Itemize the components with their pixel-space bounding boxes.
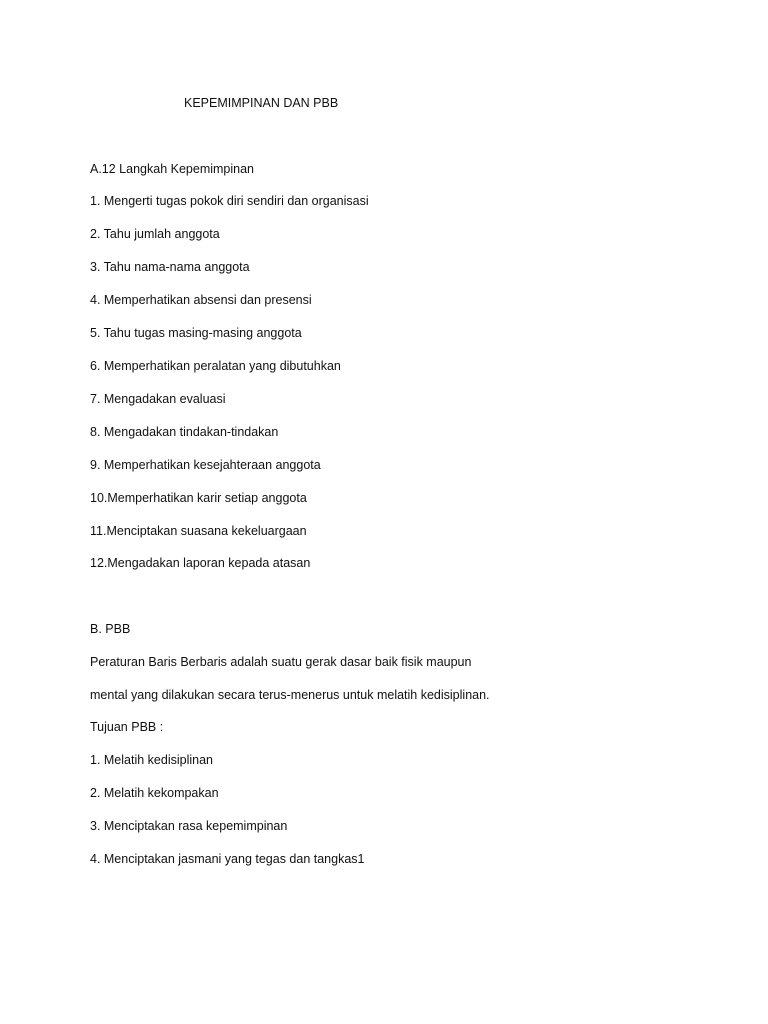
section-a-heading: A.12 Langkah Kepemimpinan [90,162,255,176]
document-title: KEPEMIMPINAN DAN PBB [184,96,339,110]
list-item: 10.Memperhatikan karir setiap anggota [90,491,307,505]
list-item: 8. Mengadakan tindakan-tindakan [90,425,279,439]
list-item: 4. Memperhatikan absensi dan presensi [90,293,312,307]
list-item: 12.Mengadakan laporan kepada atasan [90,556,311,570]
list-item: 2. Tahu jumlah anggota [90,227,220,241]
list-item: 3. Menciptakan rasa kepemimpinan [90,819,288,833]
list-item: 5. Tahu tugas masing-masing anggota [90,326,302,340]
list-item: 4. Menciptakan jasmani yang tegas dan tangkas1 [90,852,365,866]
list-item: 3. Tahu nama-nama anggota [90,260,250,274]
paragraph-line: mental yang dilakukan secara terus-menerus untuk melatih kedisiplinan. [90,688,490,702]
section-b-heading: B. PBB [90,622,131,636]
list-item: 2. Melatih kekompakan [90,786,219,800]
paragraph-line: Peraturan Baris Berbaris adalah suatu gerak dasar baik fisik maupun [90,655,472,669]
list-item: 1. Melatih kedisiplinan [90,753,213,767]
goals-heading: Tujuan PBB : [90,720,164,734]
list-item: 11.Menciptakan suasana kekeluargaan [90,524,307,538]
list-item: 9. Memperhatikan kesejahteraan anggota [90,458,321,472]
list-item: 7. Mengadakan evaluasi [90,392,226,406]
list-item: 1. Mengerti tugas pokok diri sendiri dan organisasi [90,194,369,208]
list-item: 6. Memperhatikan peralatan yang dibutuhkan [90,359,341,373]
